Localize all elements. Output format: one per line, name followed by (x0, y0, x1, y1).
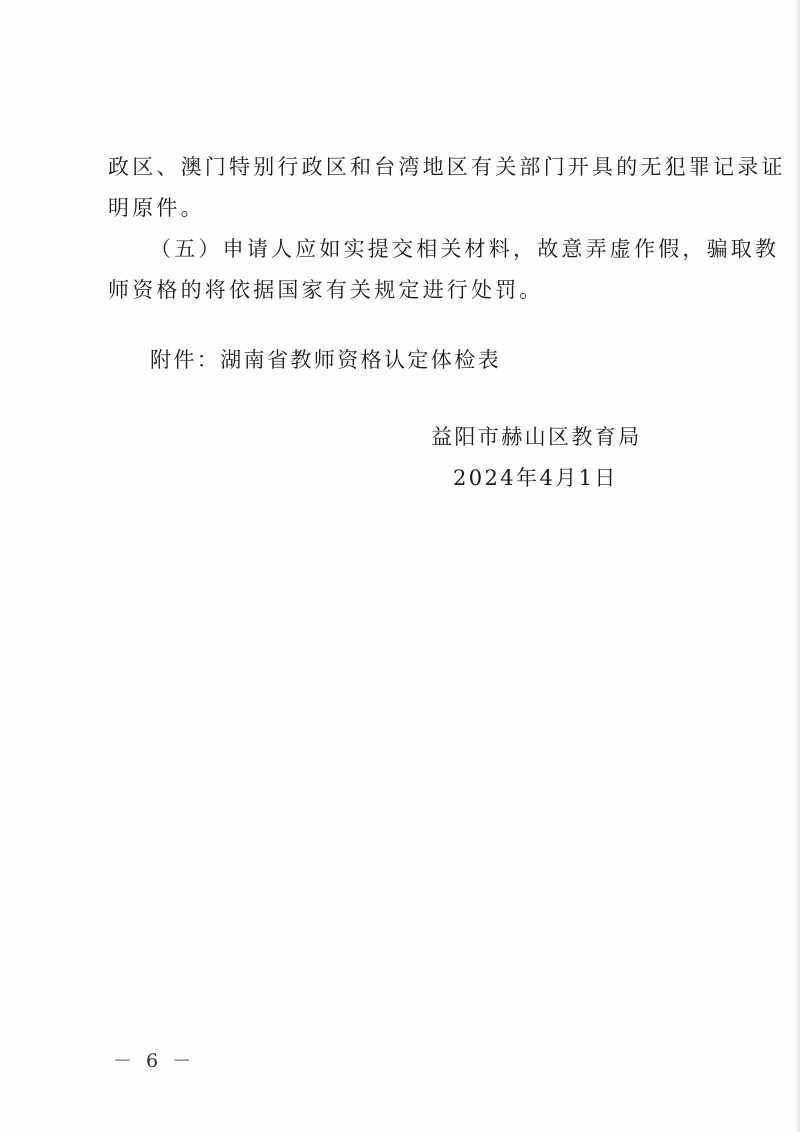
attachment-note: 附件：湖南省教师资格认定体检表 (150, 348, 501, 372)
item-five-line-2: 师资格的将依据国家有关规定进行处罚。 (108, 278, 544, 302)
item-five-line-1: （五）申请人应如实提交相关材料，故意弄虚作假，骗取教 (150, 237, 780, 261)
scan-edge-shadow (794, 0, 800, 1132)
signature-organization: 益阳市赫山区教育局 (431, 425, 642, 449)
paragraph-continuation-line-1: 政区、澳门特别行政区和台湾地区有关部门开具的无犯罪记录证 (108, 155, 786, 179)
paragraph-continuation-line-2: 明原件。 (108, 196, 205, 220)
page-number: － 6 － (113, 1050, 196, 1072)
signature-date: 2024年4月1日 (453, 466, 618, 490)
